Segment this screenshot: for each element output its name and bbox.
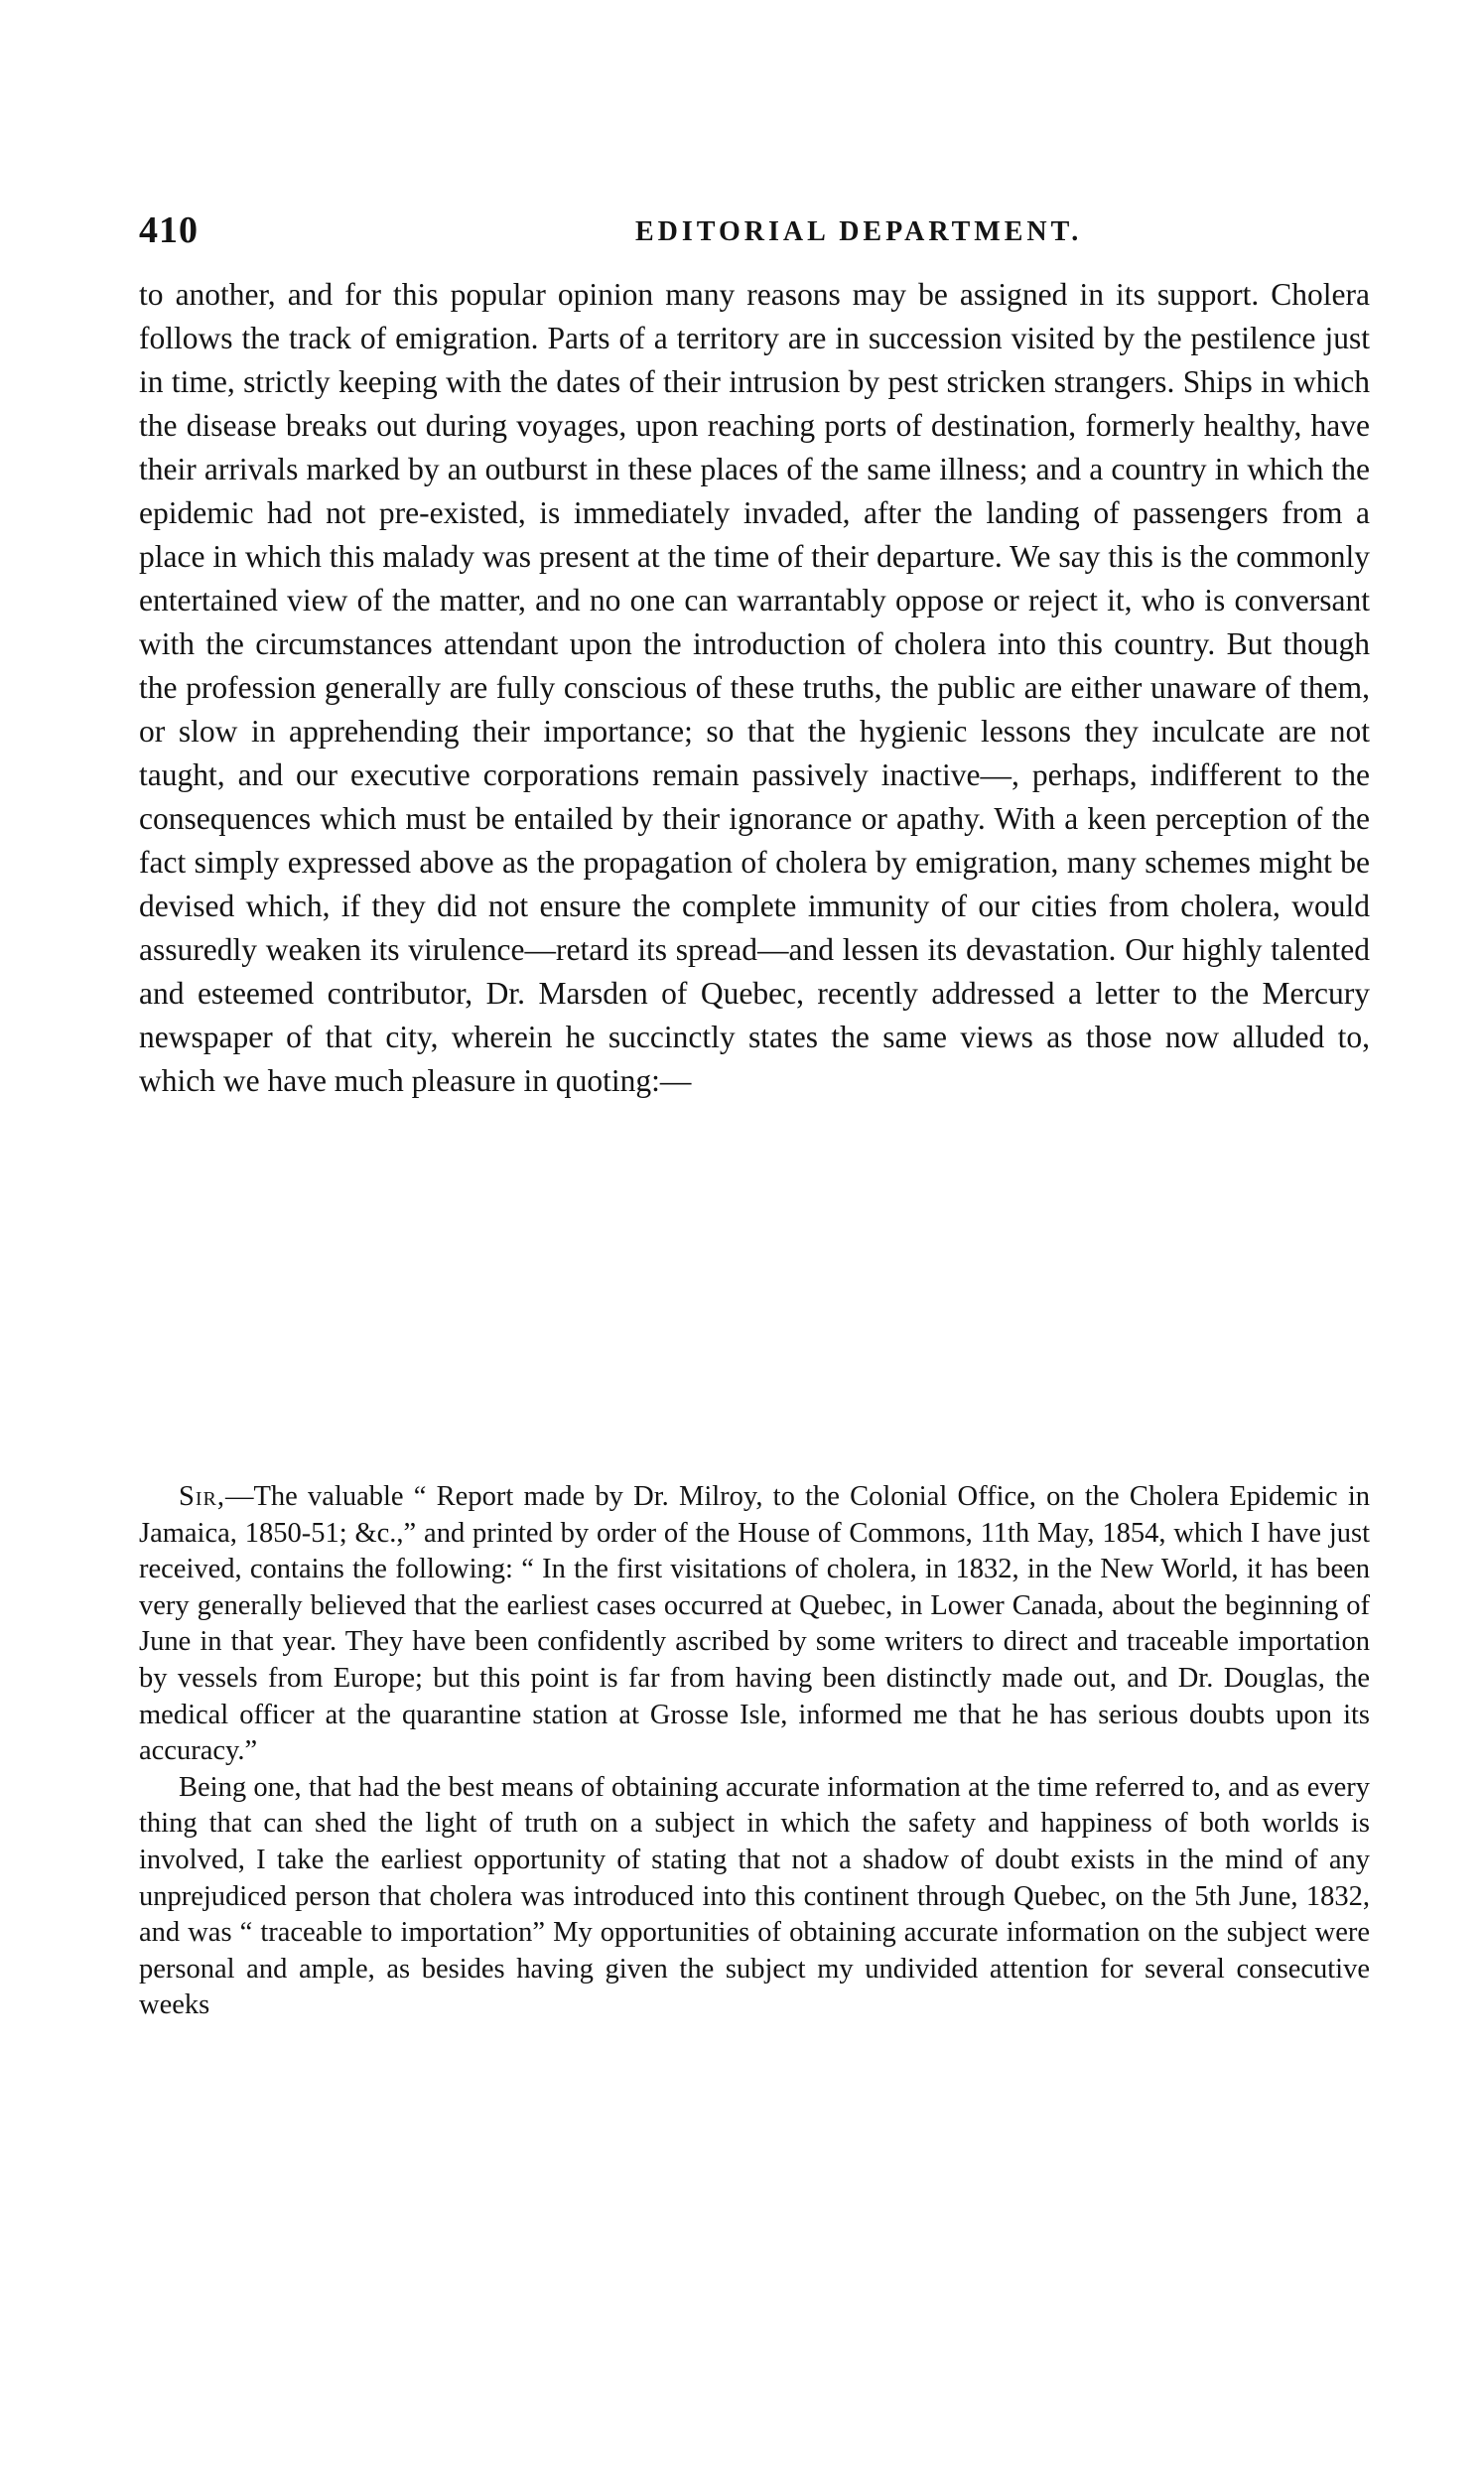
letter-salutation: Sir, xyxy=(179,1481,225,1512)
letter-paragraph-1 xyxy=(139,1479,1370,1770)
editorial-text xyxy=(139,273,1370,1103)
running-title: EDITORIAL DEPARTMENT. xyxy=(635,216,1083,247)
running-head xyxy=(139,208,1370,258)
letter-paragraph-1-text: —The valuable “ Report made by Dr. Milroy, to the Colonial Office, on the Cholera Epidemic in Jamaica, 1850-51; &c.,” and printed by order of the House of Commons, 11th May, 1854, which I have just received, contains the following: “ In the first visitations of cholera, in 1832, in the New World, it has been very generally believed that the earliest cases occurred at Quebec, in Lower Canada, about the beginning of June in that year. They have been confidently ascribed by some writers to direct and traceable importation by vessels from Europe; but this point is far from having been distinctly made out, and Dr. Douglas, the medical officer at the quarantine station at Grosse Isle, informed me that he has serious doubts upon its accuracy.” xyxy=(139,1481,1370,1767)
page-number: 410 xyxy=(139,209,199,251)
editorial-paragraph: to another, and for this popular opinion many reasons may be assigned in its support. Cholera follows the track of emigration. Parts of a territory are in succession visited by the pestilence just in time, strictly keeping with the dates of their intrusion by pest stricken strangers. Ships in which the disease breaks out during voyages, upon reaching ports of destination, formerly healthy, have their arrivals marked by an outburst in these places of the same illness; and a country in which the epidemic had not pre-existed, is immediately invaded, after the landing of passengers from a place in which this malady was present at the time of their departure. We say this is the commonly entertained view of the matter, and no one can warrantably oppose or reject it, who is conversant with the circumstances attendant upon the introduction of cholera into this country. But though the profession generally are fully conscious of these truths, the public are either unaware of them, or slow in apprehending their importance; so that the hygienic lessons they inculcate are not taught, and our executive corporations remain passively inactive—, perhaps, indifferent to the consequences which must be entailed by their ignorance or apathy. With a keen perception of the fact simply expressed above as the propagation of cholera by emigration, many schemes might be devised which, if they did not ensure the complete immunity of our cities from cholera, would assuredly weaken its virulence—retard its spread—and lessen its devastation. Our highly talented and esteemed contributor, Dr. Marsden of Quebec, recently addressed a letter to the Mercury newspaper of that city, wherein he succinctly states the same views as those now alluded to, which we have much pleasure in quoting:— xyxy=(139,277,1370,1098)
letter-paragraph-2: Being one, that had the best means of obtaining accurate information at the time referred to, and as every thing that can shed the light of truth on a subject in which the safety and happiness of both worlds is involved, I take the earliest opportunity of stating that not a shadow of doubt exists in the mind of any unprejudiced person that cholera was introduced into this continent through Quebec, on the 5th June, 1832, and was “ traceable to importation” My opportunities of obtaining accurate information on the subject were personal and ample, as besides having given the subject my undivided attention for several consecutive weeks xyxy=(139,1771,1370,2021)
quoted-letter xyxy=(139,1479,1370,2024)
